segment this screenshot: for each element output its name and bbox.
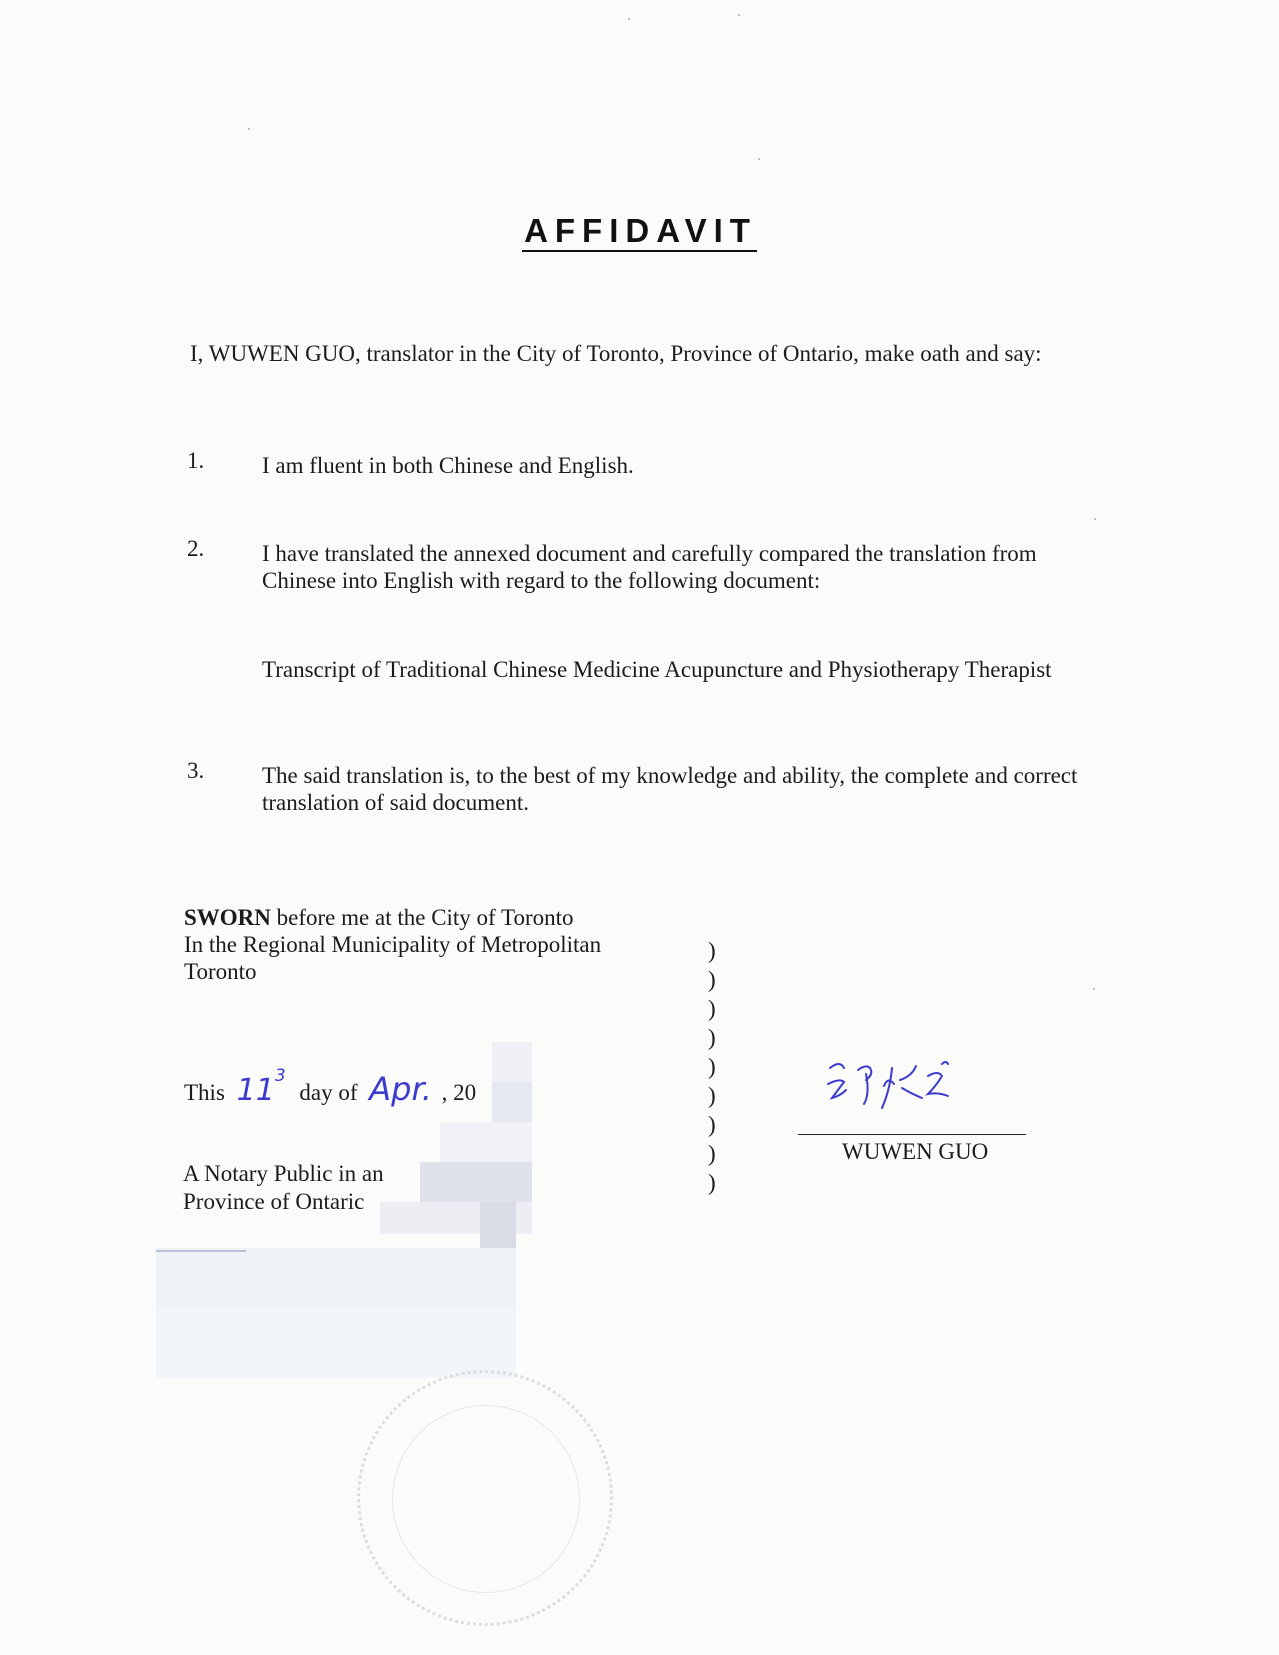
redaction-pixel [492,1042,532,1082]
item-3-text: The said translation is, to the best of my knowledge and ability, the complete and correct translation of said document. [262,763,1078,815]
scan-speck [1094,518,1096,520]
scan-speck [758,158,760,160]
bracket-column: ) ) ) ) ) ) ) ) ) [708,938,716,1195]
document-name: Transcript of Traditional Chinese Medicine Acupuncture and Physiotherapy Therapist [262,657,1052,682]
item-number: 3. [187,758,205,783]
item-1-text: I am fluent in both Chinese and English. [262,453,634,478]
redaction-line [156,1250,246,1252]
redaction-pixel [156,1248,516,1308]
date-line [184,1066,477,1108]
scan-speck [1093,988,1095,990]
intro-paragraph: I, WUWEN GUO, translator in the City of Toronto, Province of Ontario, make oath and say: [190,341,1042,366]
redaction-pixel [492,1082,532,1122]
redaction-pixel [440,1122,532,1162]
scan-speck [628,18,630,20]
sworn-keyword: SWORN [184,905,271,930]
sworn-line-1: before me at the City of Toronto [270,905,574,930]
year-prefix: , 20 [441,1080,477,1105]
sworn-block [184,904,704,985]
notary-line-2: Province of Ontaric [183,1189,365,1214]
signature-icon [822,1050,982,1120]
document-title: AFFIDAVIT [0,212,1279,250]
redaction-pixel [420,1162,532,1202]
notary-seal-icon [357,1370,613,1626]
notary-line-1: A Notary Public in an [183,1161,384,1186]
scan-speck [248,128,250,130]
handwritten-day: 11 [236,1073,275,1108]
handwritten-month: Apr. [369,1070,432,1108]
sworn-line-3: Toronto [184,959,257,984]
signature-line [798,1134,1026,1135]
day-of-label: day of [299,1080,358,1105]
item-2-text: I have translated the annexed document and carefully compared the translation from Chinese into English with regard to the following document: [262,541,1037,593]
item-number: 2. [187,536,205,561]
scan-speck [738,14,740,16]
this-label: This [184,1080,225,1105]
redaction-pixel [156,1308,516,1378]
sworn-line-2: In the Regional Municipality of Metropolitan [184,932,602,957]
item-number: 1. [187,448,205,473]
signer-name: WUWEN GUO [842,1139,989,1164]
handwritten-day-superscript: 3 [274,1066,286,1087]
